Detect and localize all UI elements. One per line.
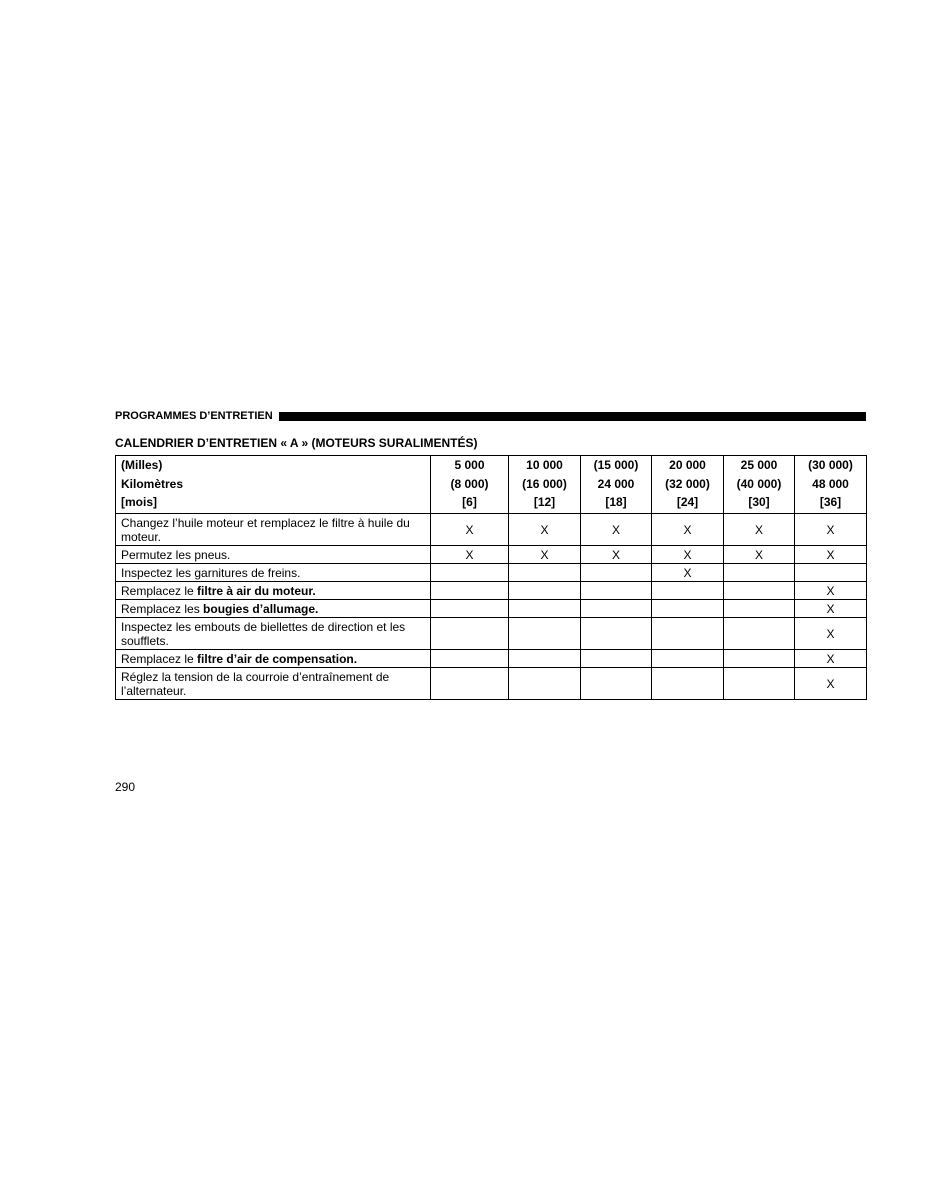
maintenance-schedule-table <box>115 455 867 700</box>
task-description-cell <box>116 618 431 650</box>
task-text: Inspectez les embouts de biellettes de direction et les soufflets. <box>121 620 406 648</box>
schedule-mark-cell: X <box>795 582 867 600</box>
schedule-mark-cell <box>431 582 509 600</box>
schedule-mark-cell: X <box>581 514 652 546</box>
schedule-mark-cell <box>652 650 724 668</box>
interval-km: 48 000 <box>812 476 849 491</box>
interval-miles: 25 000 <box>740 458 778 472</box>
schedule-mark-cell <box>431 668 509 700</box>
schedule-mark-cell: X <box>652 546 724 564</box>
interval-miles: 20 000 <box>669 458 706 472</box>
interval-header-1 <box>431 456 509 514</box>
header-rule-bar <box>279 412 866 421</box>
schedule-mark-cell <box>795 564 867 582</box>
table-row <box>116 514 867 546</box>
schedule-mark-cell <box>581 564 652 582</box>
task-description <box>121 564 426 581</box>
header-label-months: [mois] <box>121 495 157 510</box>
schedule-mark-cell: X <box>795 546 867 564</box>
interval-km: 24 000 <box>597 476 635 491</box>
schedule-mark-cell <box>724 668 795 700</box>
task-description <box>121 514 426 545</box>
interval-miles: (15 000) <box>593 458 639 472</box>
schedule-mark-cell <box>431 600 509 618</box>
schedule-mark-cell <box>509 668 581 700</box>
schedule-mark-cell: X <box>724 546 795 564</box>
task-description-cell <box>116 514 431 546</box>
schedule-mark-cell <box>509 650 581 668</box>
schedule-mark-cell: X <box>795 668 867 700</box>
section-title: PROGRAMMES D’ENTRETIEN <box>115 410 273 422</box>
schedule-mark-cell: X <box>795 600 867 618</box>
task-text: Inspectez les garnitures de freins. <box>121 566 301 580</box>
task-text: Changez l’huile moteur et remplacez le filtre à huile du moteur. <box>121 516 410 544</box>
schedule-mark-cell: X <box>795 618 867 650</box>
interval-miles: 5 000 <box>454 458 485 472</box>
schedule-mark-cell: X <box>795 514 867 546</box>
header-label-km: Kilomètres <box>121 476 184 491</box>
schedule-mark-cell <box>724 564 795 582</box>
interval-km: (40 000) <box>736 476 782 491</box>
interval-miles: (30 000) <box>808 458 853 472</box>
interval-months: [12] <box>533 495 556 510</box>
task-description <box>121 618 426 649</box>
task-description-cell <box>116 668 431 700</box>
table-row <box>116 546 867 564</box>
task-text-bold: bougies d’allumage. <box>203 602 319 616</box>
schedule-mark-cell: X <box>509 546 581 564</box>
schedule-mark-cell <box>652 582 724 600</box>
schedule-mark-cell <box>431 650 509 668</box>
page-number: 290 <box>115 780 136 794</box>
schedule-mark-cell <box>509 600 581 618</box>
interval-header-4 <box>652 456 724 514</box>
task-text-bold: filtre à air du moteur. <box>197 584 316 598</box>
task-description <box>121 600 426 617</box>
schedule-mark-cell <box>581 618 652 650</box>
table-title: CALENDRIER D’ENTRETIEN « A » (MOTEURS SURALIMENTÉS) <box>115 436 478 450</box>
header-label-miles: (Milles) <box>121 458 163 472</box>
header-label-cell <box>116 456 431 514</box>
interval-km: (8 000) <box>450 476 489 491</box>
schedule-mark-cell <box>509 564 581 582</box>
table-row <box>116 600 867 618</box>
table-row <box>116 668 867 700</box>
schedule-mark-cell: X <box>581 546 652 564</box>
schedule-mark-cell <box>581 668 652 700</box>
schedule-mark-cell <box>509 582 581 600</box>
task-description <box>121 546 426 563</box>
section-header <box>115 409 866 423</box>
schedule-mark-cell: X <box>724 514 795 546</box>
schedule-mark-cell <box>581 582 652 600</box>
task-description-cell <box>116 582 431 600</box>
interval-months: [30] <box>748 495 770 510</box>
interval-header-2 <box>509 456 581 514</box>
schedule-mark-cell: X <box>652 514 724 546</box>
table-row <box>116 564 867 582</box>
schedule-mark-cell <box>724 618 795 650</box>
table-row <box>116 618 867 650</box>
task-description-cell <box>116 564 431 582</box>
table-row <box>116 650 867 668</box>
interval-km: (32 000) <box>665 476 710 491</box>
task-text: Remplacez les <box>121 602 204 616</box>
interval-months: [6] <box>462 495 477 510</box>
schedule-mark-cell: X <box>652 564 724 582</box>
interval-months: [18] <box>605 495 627 510</box>
schedule-mark-cell: X <box>509 514 581 546</box>
schedule-mark-cell <box>724 650 795 668</box>
schedule-mark-cell <box>652 600 724 618</box>
task-description <box>121 582 426 599</box>
interval-miles: 10 000 <box>526 458 563 472</box>
task-text: Permutez les pneus. <box>121 548 231 562</box>
task-description-cell <box>116 546 431 564</box>
schedule-mark-cell <box>581 650 652 668</box>
schedule-mark-cell <box>509 618 581 650</box>
task-description-cell <box>116 650 431 668</box>
schedule-mark-cell <box>724 582 795 600</box>
schedule-body <box>116 514 867 700</box>
schedule-mark-cell <box>724 600 795 618</box>
task-text: Remplacez le <box>121 584 198 598</box>
task-description <box>121 668 426 699</box>
task-text: Remplacez le <box>121 652 198 666</box>
interval-months: [24] <box>676 495 699 510</box>
schedule-mark-cell <box>652 668 724 700</box>
interval-header-5 <box>724 456 795 514</box>
task-text: Réglez la tension de la courroie d’entraînement de l’alternateur. <box>121 670 390 698</box>
schedule-mark-cell <box>581 600 652 618</box>
interval-months: [36] <box>819 495 842 510</box>
schedule-mark-cell <box>431 618 509 650</box>
schedule-mark-cell: X <box>795 650 867 668</box>
schedule-mark-cell <box>652 618 724 650</box>
interval-header-3 <box>581 456 652 514</box>
table-header-row <box>116 456 867 514</box>
task-text-bold: filtre d’air de compensation. <box>197 652 358 666</box>
schedule-mark-cell: X <box>431 514 509 546</box>
task-description-cell <box>116 600 431 618</box>
schedule-mark-cell: X <box>431 546 509 564</box>
schedule-mark-cell <box>431 564 509 582</box>
task-description <box>121 650 426 667</box>
interval-km: (16 000) <box>522 476 567 491</box>
interval-header-6 <box>795 456 867 514</box>
table-row <box>116 582 867 600</box>
